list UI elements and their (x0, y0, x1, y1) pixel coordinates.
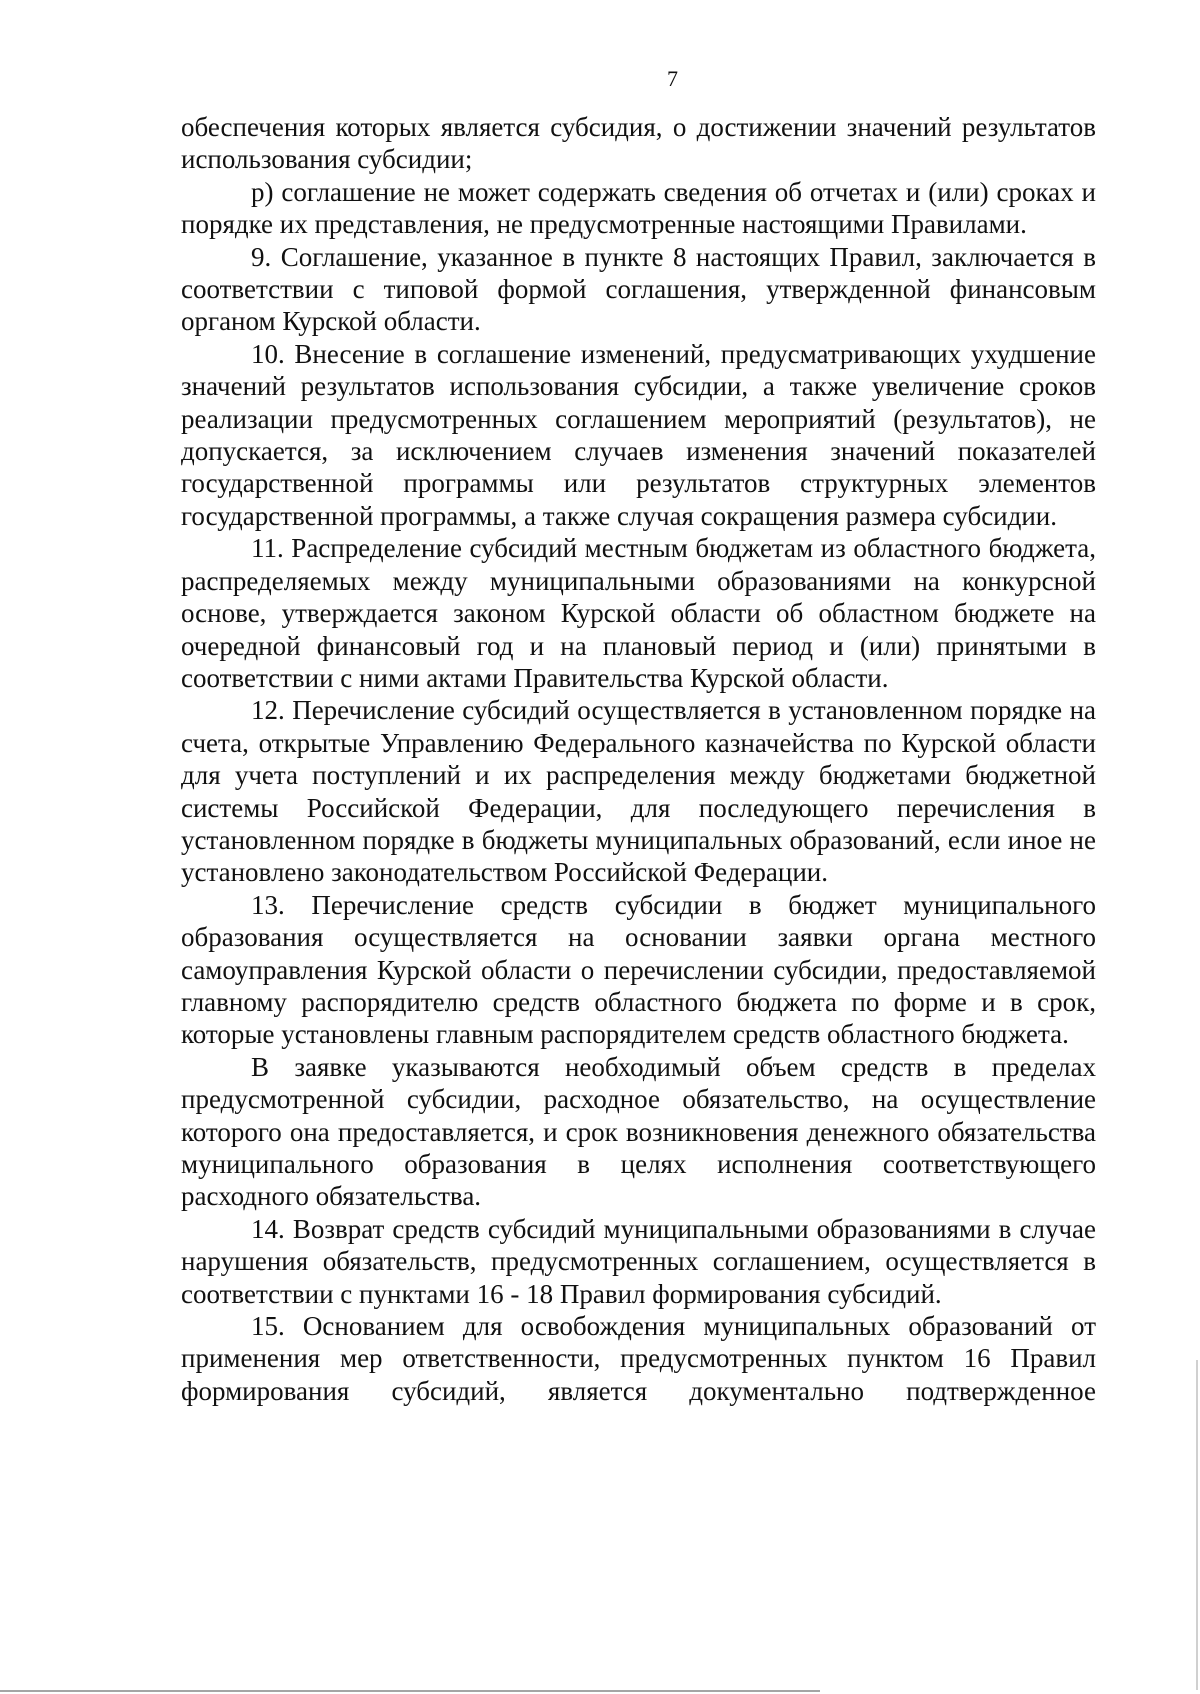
paragraph-continuation: обеспечения которых является субсидия, о достижении значений результатов использования субсидии; (181, 112, 1096, 175)
paragraph-12: 12. Перечисление субсидий осуществляется в установленном порядке на счета, открытые Управлению Федерального казначейства по Курской области для учета поступлений и их распределения между бюджетами бюджетной системы Российской Федерации, для последующего перечисления в установленном порядке в бюджеты муниципальных образований, если иное не установлено законодательством Российской Федерации. (181, 695, 1096, 888)
paragraph-item-r: р) соглашение не может содержать сведения об отчетах и (или) сроках и порядке их представления, не предусмотренные настоящими Правилами. (181, 176, 1096, 240)
document-body (181, 111, 1096, 1407)
scan-edge-right (1196, 1360, 1198, 1690)
scan-edge-bottom (0, 1690, 820, 1692)
paragraph-11: 11. Распределение субсидий местным бюджетам из областного бюджета, распределяемых между муниципальными образованиями на конкурсной основе, утверждается законом Курской области об областном бюджете на очередной финансовый год и на плановый период и (или) принятыми в соответствии с ними актами Правительства Курской области. (181, 533, 1096, 693)
paragraph-10: 10. Внесение в соглашение изменений, предусматривающих ухудшение значений результатов использования субсидии, а также увеличение сроков реализации предусмотренных соглашением мероприятий (результатов), не допускается, за исключением случаев изменения значений показателей государственной программы или результатов структурных элементов государственной программы, а также случая сокращения размера субсидии. (181, 338, 1096, 531)
page-number: 7 (667, 66, 678, 91)
paragraph-15: 15. Основанием для освобождения муниципальных образований от применения мер ответственности, предусмотренных пунктом 16 Правил формирования субсидий, является документально подтвержденное (181, 1311, 1096, 1406)
paragraph-9: 9. Соглашение, указанное в пункте 8 настоящих Правил, заключается в соответствии с типовой формой соглашения, утвержденной финансовым органом Курской области. (181, 241, 1096, 337)
paragraph-13-application: В заявке указываются необходимый объем средств в пределах предусмотренной субсидии, расходное обязательство, на осуществление которого она предоставляется, и срок возникновения денежного обязательства муниципального образования в целях исполнения соответствующего расходного обязательства. (181, 1051, 1096, 1212)
paragraph-13: 13. Перечисление средств субсидии в бюджет муниципального образования осуществляется на основании заявки органа местного самоуправления Курской области о перечислении субсидии, предоставляемой главному распорядителю средств областного бюджета по форме и в срок, которые установлены главным распорядителем средств областного бюджета. (181, 889, 1096, 1050)
paragraph-14: 14. Возврат средств субсидий муниципальными образованиями в случае нарушения обязательств, предусмотренных соглашением, осуществляется в соответствии с пунктами 16 - 18 Правил формирования субсидий. (181, 1213, 1096, 1309)
